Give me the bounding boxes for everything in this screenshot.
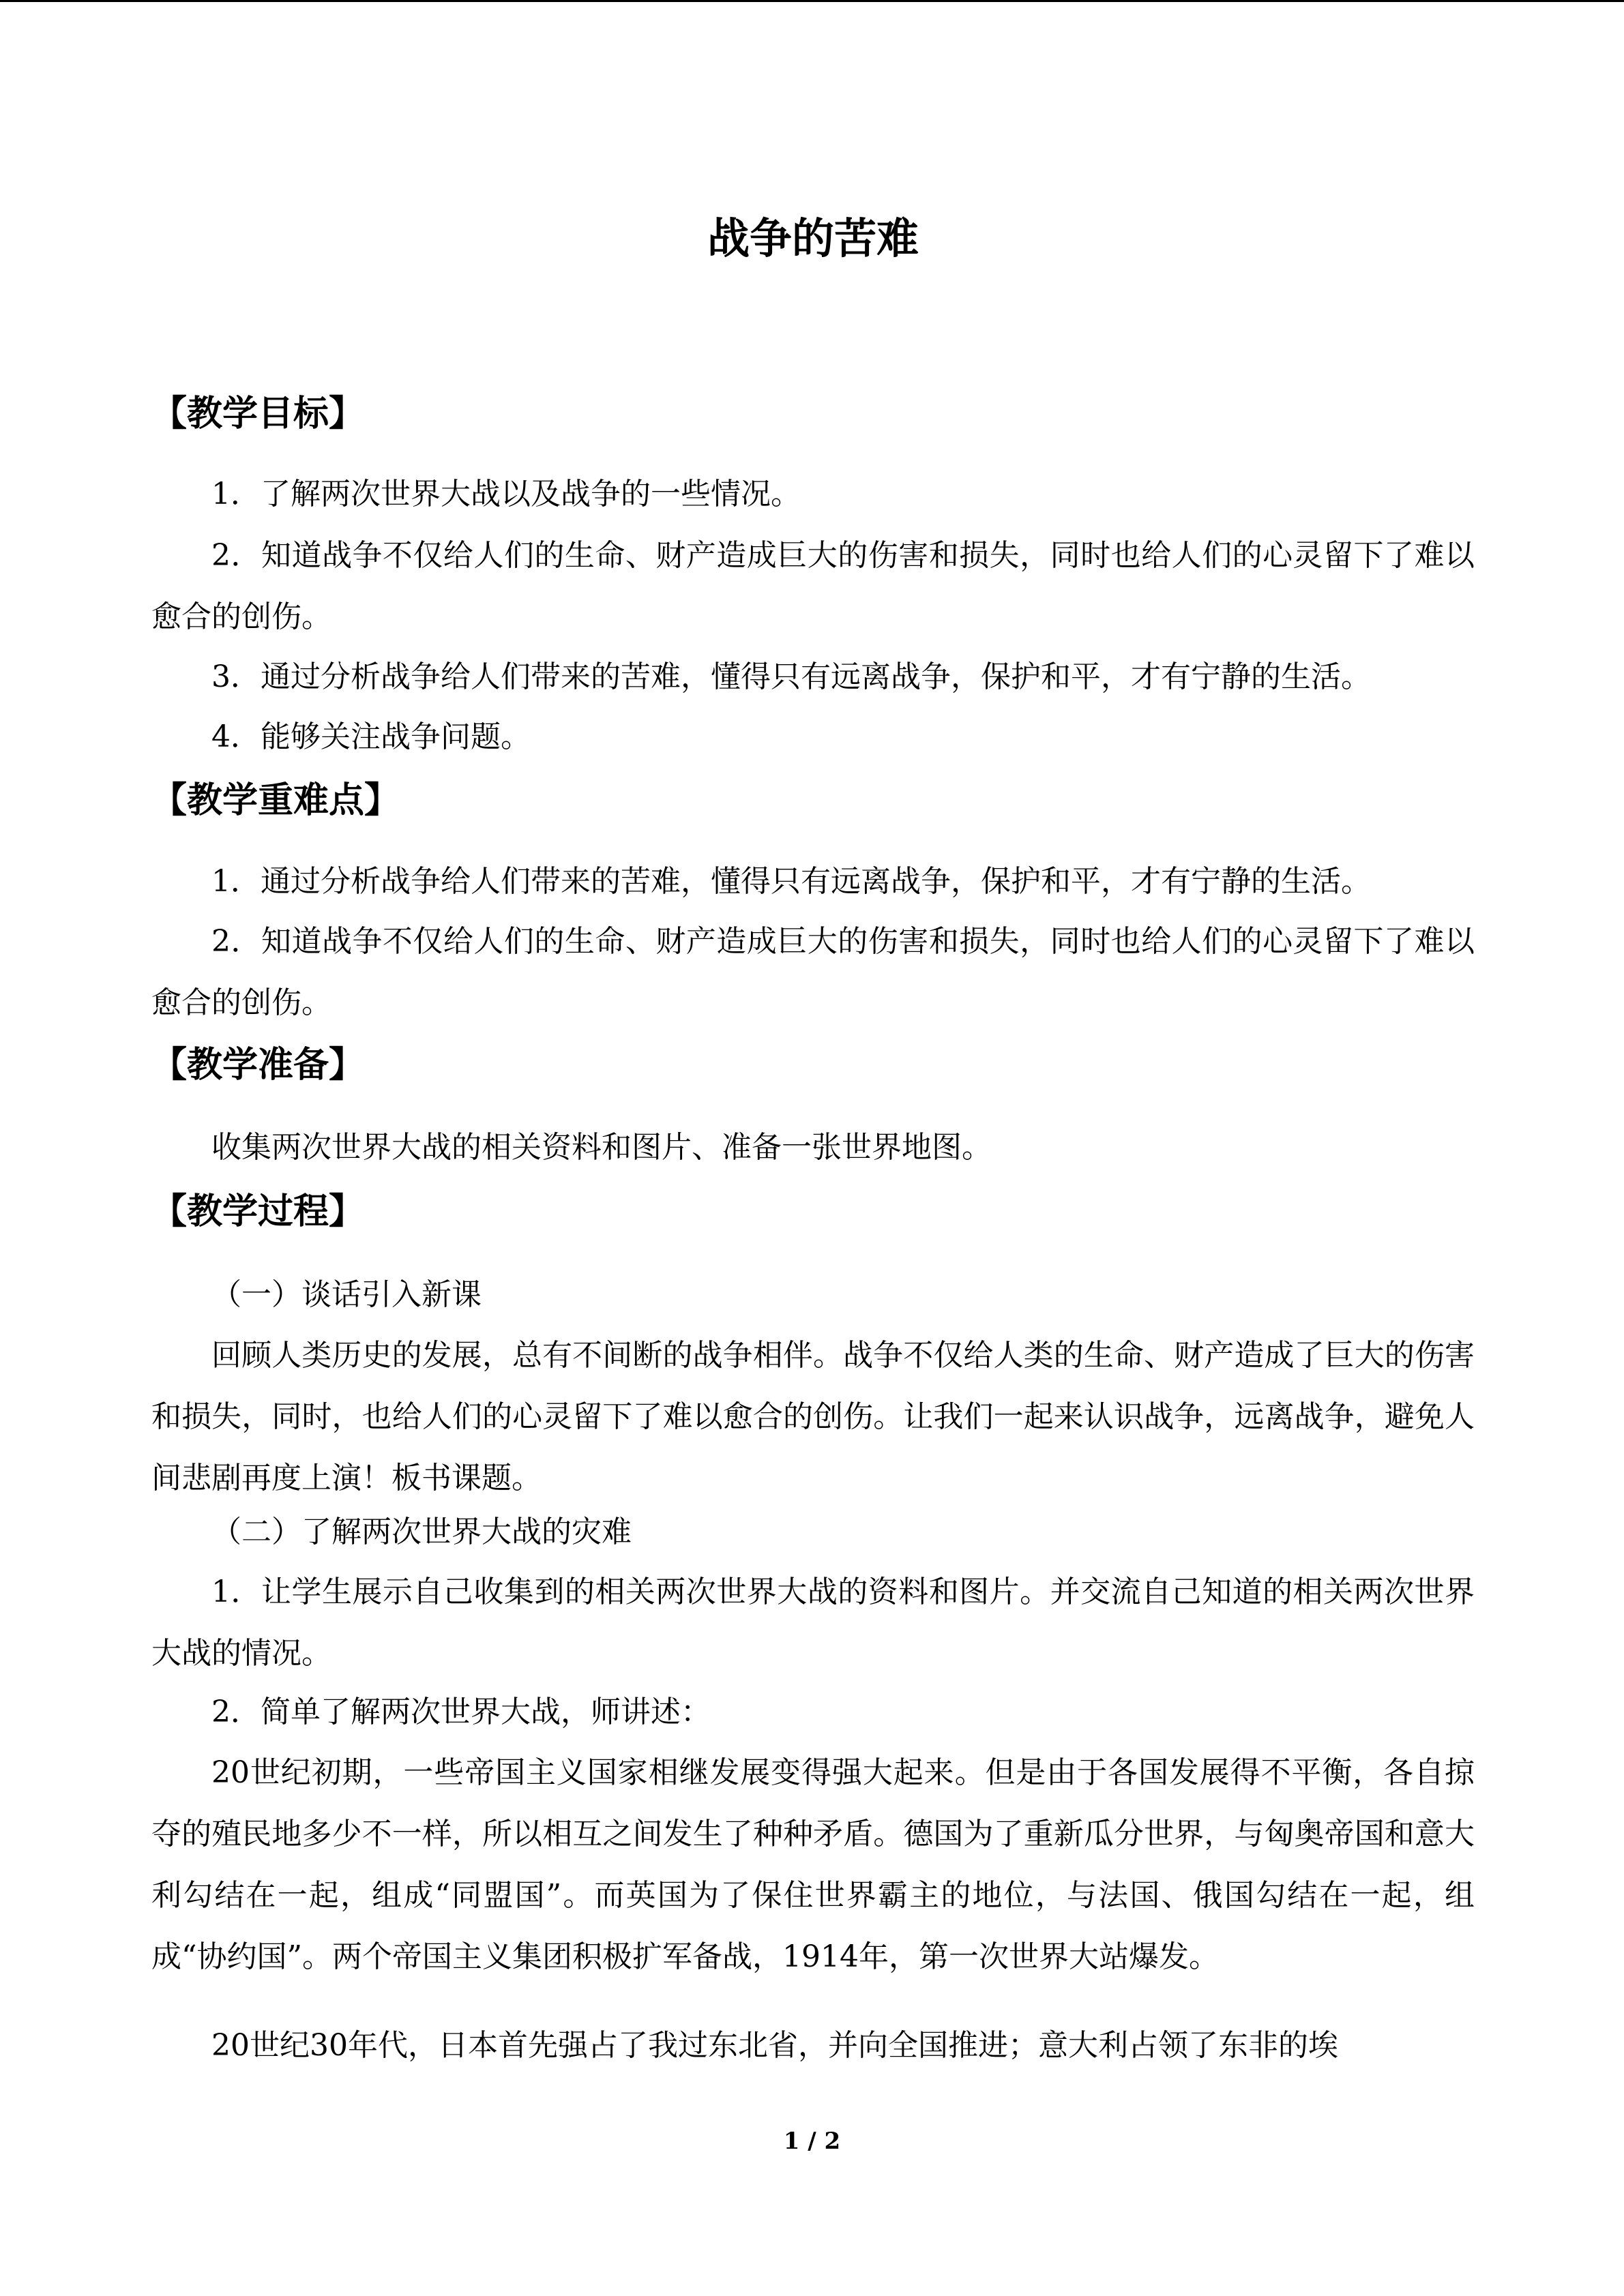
top-border	[0, 0, 1624, 2]
document-title: 战争的苦难	[707, 213, 919, 263]
key-point-item-2: 2．知道战争不仅给人们的生命、财产造成巨大的伤害和损失，同时也给人们的心灵留下了难以愈合的创伤。	[151, 924, 1475, 1020]
heading-objectives: 【教学目标】	[151, 393, 365, 434]
process-paragraph: 1．让学生展示自己收集到的相关两次世界大战的资料和图片。并交流自己知道的相关两次世界大战的情况。	[151, 1575, 1475, 1671]
process-paragraph: 20世纪30年代，日本首先强占了我过东北省，并向全国推进；意大利占领了东非的埃	[211, 2028, 1338, 2063]
objective-item-4: 4．能够关注战争问题。	[211, 719, 531, 754]
page-number: 1 / 2	[783, 2128, 841, 2155]
process-paragraph: 2．简单了解两次世界大战，师讲述：	[211, 1695, 711, 1729]
objective-item-3: 3．通过分析战争给人们带来的苦难，懂得只有远离战争，保护和平，才有宁静的生活。	[211, 659, 1371, 694]
key-point-item-1: 1．通过分析战争给人们带来的苦难，懂得只有远离战争，保护和平，才有宁静的生活。	[211, 864, 1371, 899]
heading-key-points: 【教学重难点】	[151, 780, 400, 821]
process-paragraph: 20世纪初期，一些帝国主义国家相继发展变得强大起来。但是由于各国发展得不平衡，各自掠夺的殖民地多少不一样，所以相互之间发生了种种矛盾。德国为了重新瓜分世界，与匈奥帝国和意大利勾结在一起，组成“同盟国”。而英国为了保住世界霸主的地位，与法国、俄国勾结在一起，组成“协约国”。两个帝国主义集团积极扩军备战，1914年，第一次世界大站爆发。	[151, 1755, 1475, 1974]
preparation-text: 收集两次世界大战的相关资料和图片、准备一张世界地图。	[211, 1130, 992, 1165]
process-subheading-2: （二）了解两次世界大战的灾难	[211, 1515, 632, 1549]
process-subheading-1: （一）谈话引入新课	[211, 1277, 482, 1312]
objective-item-1: 1．了解两次世界大战以及战争的一些情况。	[211, 477, 801, 511]
heading-preparation: 【教学准备】	[151, 1045, 365, 1086]
process-paragraph: 回顾人类历史的发展，总有不间断的战争相伴。战争不仅给人类的生命、财产造成了巨大的伤害和损失，同时，也给人们的心灵留下了难以愈合的创伤。让我们一起来认识战争，远离战争，避免人间悲剧再度上演！板书课题。	[151, 1338, 1475, 1495]
objective-item-2: 2．知道战争不仅给人们的生命、财产造成巨大的伤害和损失，同时也给人们的心灵留下了难以愈合的创伤。	[151, 538, 1475, 634]
heading-process: 【教学过程】	[151, 1191, 365, 1232]
